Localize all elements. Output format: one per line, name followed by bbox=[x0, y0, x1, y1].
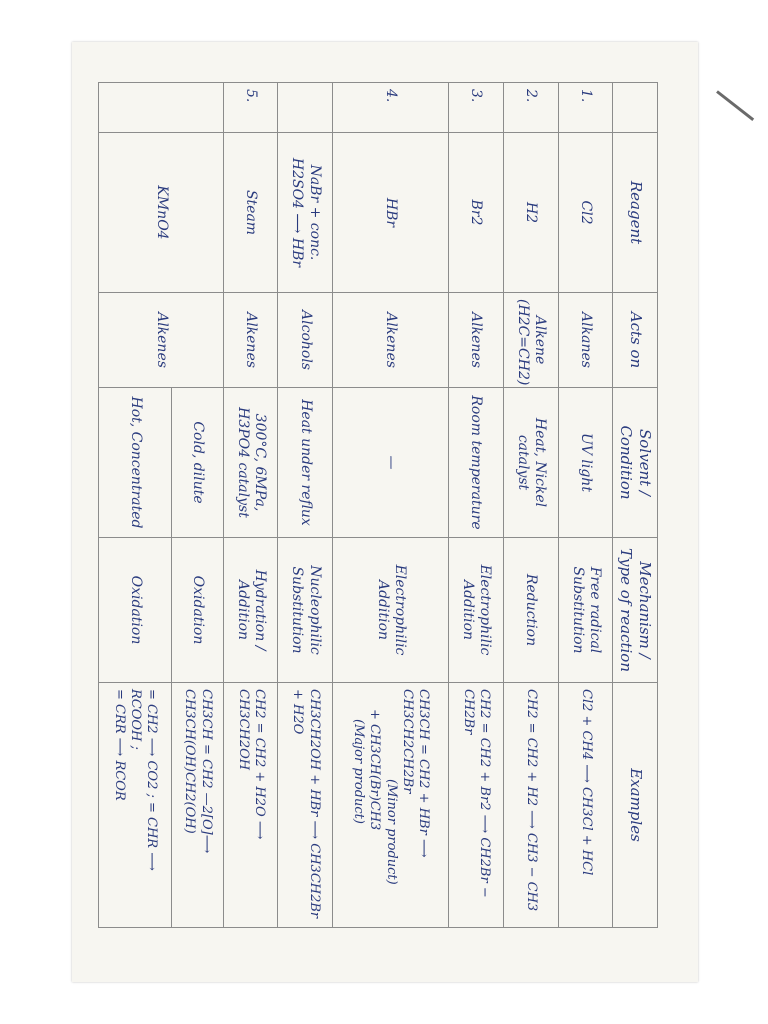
conditions-cell: Room temperature bbox=[448, 388, 503, 538]
examples-cell bbox=[448, 683, 503, 928]
conditions-cell: 300°C, 6MPa, H3PO4 catalyst bbox=[223, 388, 278, 538]
row-number: 1. bbox=[558, 83, 613, 133]
row-number: 5. bbox=[223, 83, 278, 133]
header-row bbox=[613, 83, 658, 928]
acts-on-cell: Alkene (H2C=CH2) bbox=[503, 293, 558, 388]
table-row bbox=[448, 83, 503, 928]
reagent-cell: H2 bbox=[503, 133, 558, 293]
mechanism-cell: Free radical Substitution bbox=[558, 538, 613, 683]
mechanism-cell: Nucleophilic Substitution bbox=[278, 538, 333, 683]
conditions-cell: — bbox=[333, 388, 448, 538]
header-examples: Examples bbox=[613, 683, 658, 928]
mechanism-cell: Oxidation bbox=[99, 538, 172, 683]
reagent-cell: KMnO4 bbox=[99, 133, 224, 293]
header-reagent: Reagent bbox=[613, 133, 658, 293]
examples-cell bbox=[223, 683, 278, 928]
reagent-cell: Br2 bbox=[448, 133, 503, 293]
reaction-table bbox=[98, 82, 658, 928]
header-acts-on: Acts on bbox=[613, 293, 658, 388]
rotated-table-container bbox=[98, 82, 658, 927]
folded-corner bbox=[716, 90, 754, 121]
example-line: CH3CH = CH2 —2[O]⟶ CH3CH(OH)CH2(OH) bbox=[182, 689, 214, 854]
row-number: 4. bbox=[333, 83, 448, 133]
table-row bbox=[171, 83, 223, 928]
example-line: = CH2 ⟶ CO2 ; = CHR ⟶ RCOOH ; bbox=[128, 689, 160, 871]
header-mechanism: Mechanism / Type of reaction bbox=[613, 538, 658, 683]
example-line: CH2 = CH2 + Br2 ⟶ CH2Br − CH2Br bbox=[460, 689, 492, 898]
example-line: CH3CH2OH + HBr ⟶ CH3CH2Br + H2O bbox=[290, 689, 322, 919]
table-row bbox=[333, 83, 448, 928]
example-line: CH2 = CH2 + H2O ⟶ CH3CH2OH bbox=[235, 689, 267, 840]
acts-on-cell: Alcohols bbox=[278, 293, 333, 388]
examples-cell bbox=[99, 683, 172, 928]
conditions-cell: Cold, dilute bbox=[171, 388, 223, 538]
header-conditions: Solvent / Condition bbox=[613, 388, 658, 538]
acts-on-cell: Alkenes bbox=[99, 293, 224, 388]
example-line: + CH3CH(Br)CH3 bbox=[367, 709, 383, 831]
mechanism-cell: Reduction bbox=[503, 538, 558, 683]
reagent-cell: HBr bbox=[333, 133, 448, 293]
reagent-cell: Steam bbox=[223, 133, 278, 293]
examples-cell bbox=[278, 683, 333, 928]
acts-on-cell: Alkenes bbox=[223, 293, 278, 388]
conditions-cell: Heat, Nickel catalyst bbox=[503, 388, 558, 538]
conditions-cell: UV light bbox=[558, 388, 613, 538]
row-number: 3. bbox=[448, 83, 503, 133]
conditions-cell: Hot, Concentrated bbox=[99, 388, 172, 538]
acts-on-cell: Alkanes bbox=[558, 293, 613, 388]
examples-cell bbox=[503, 683, 558, 928]
header-number bbox=[613, 83, 658, 133]
table-row bbox=[558, 83, 613, 928]
row-number bbox=[278, 83, 333, 133]
acts-on-cell: Alkenes bbox=[333, 293, 448, 388]
examples-cell bbox=[171, 683, 223, 928]
mechanism-cell: Electrophilic Addition bbox=[333, 538, 448, 683]
reagent-cell: NaBr + conc. H2SO4 ⟶ HBr bbox=[278, 133, 333, 293]
row-number: 2. bbox=[503, 83, 558, 133]
examples-cell bbox=[333, 683, 448, 928]
conditions-cell: Heat under reflux bbox=[278, 388, 333, 538]
table-row bbox=[223, 83, 278, 928]
example-line: (Major product) bbox=[351, 719, 367, 824]
acts-on-cell: Alkenes bbox=[448, 293, 503, 388]
example-line: CH2 = CH2 + H2 ⟶ CH3 − CH3 bbox=[523, 689, 539, 912]
mechanism-cell: Electrophilic Addition bbox=[448, 538, 503, 683]
example-line: Cl2 + CH4 ⟶ CH3Cl + HCl bbox=[578, 689, 594, 876]
examples-cell bbox=[558, 683, 613, 928]
table-row bbox=[278, 83, 333, 928]
mechanism-cell: Oxidation bbox=[171, 538, 223, 683]
example-line: (Minor product) bbox=[383, 779, 399, 885]
row-number bbox=[99, 83, 224, 133]
example-line: CH3CH = CH2 + HBr ⟶ CH3CH2CH2Br bbox=[399, 689, 432, 858]
reagent-cell: Cl2 bbox=[558, 133, 613, 293]
table-row bbox=[503, 83, 558, 928]
mechanism-cell: Hydration / Addition bbox=[223, 538, 278, 683]
example-line: = CRR ⟶ RCOR bbox=[111, 689, 127, 801]
